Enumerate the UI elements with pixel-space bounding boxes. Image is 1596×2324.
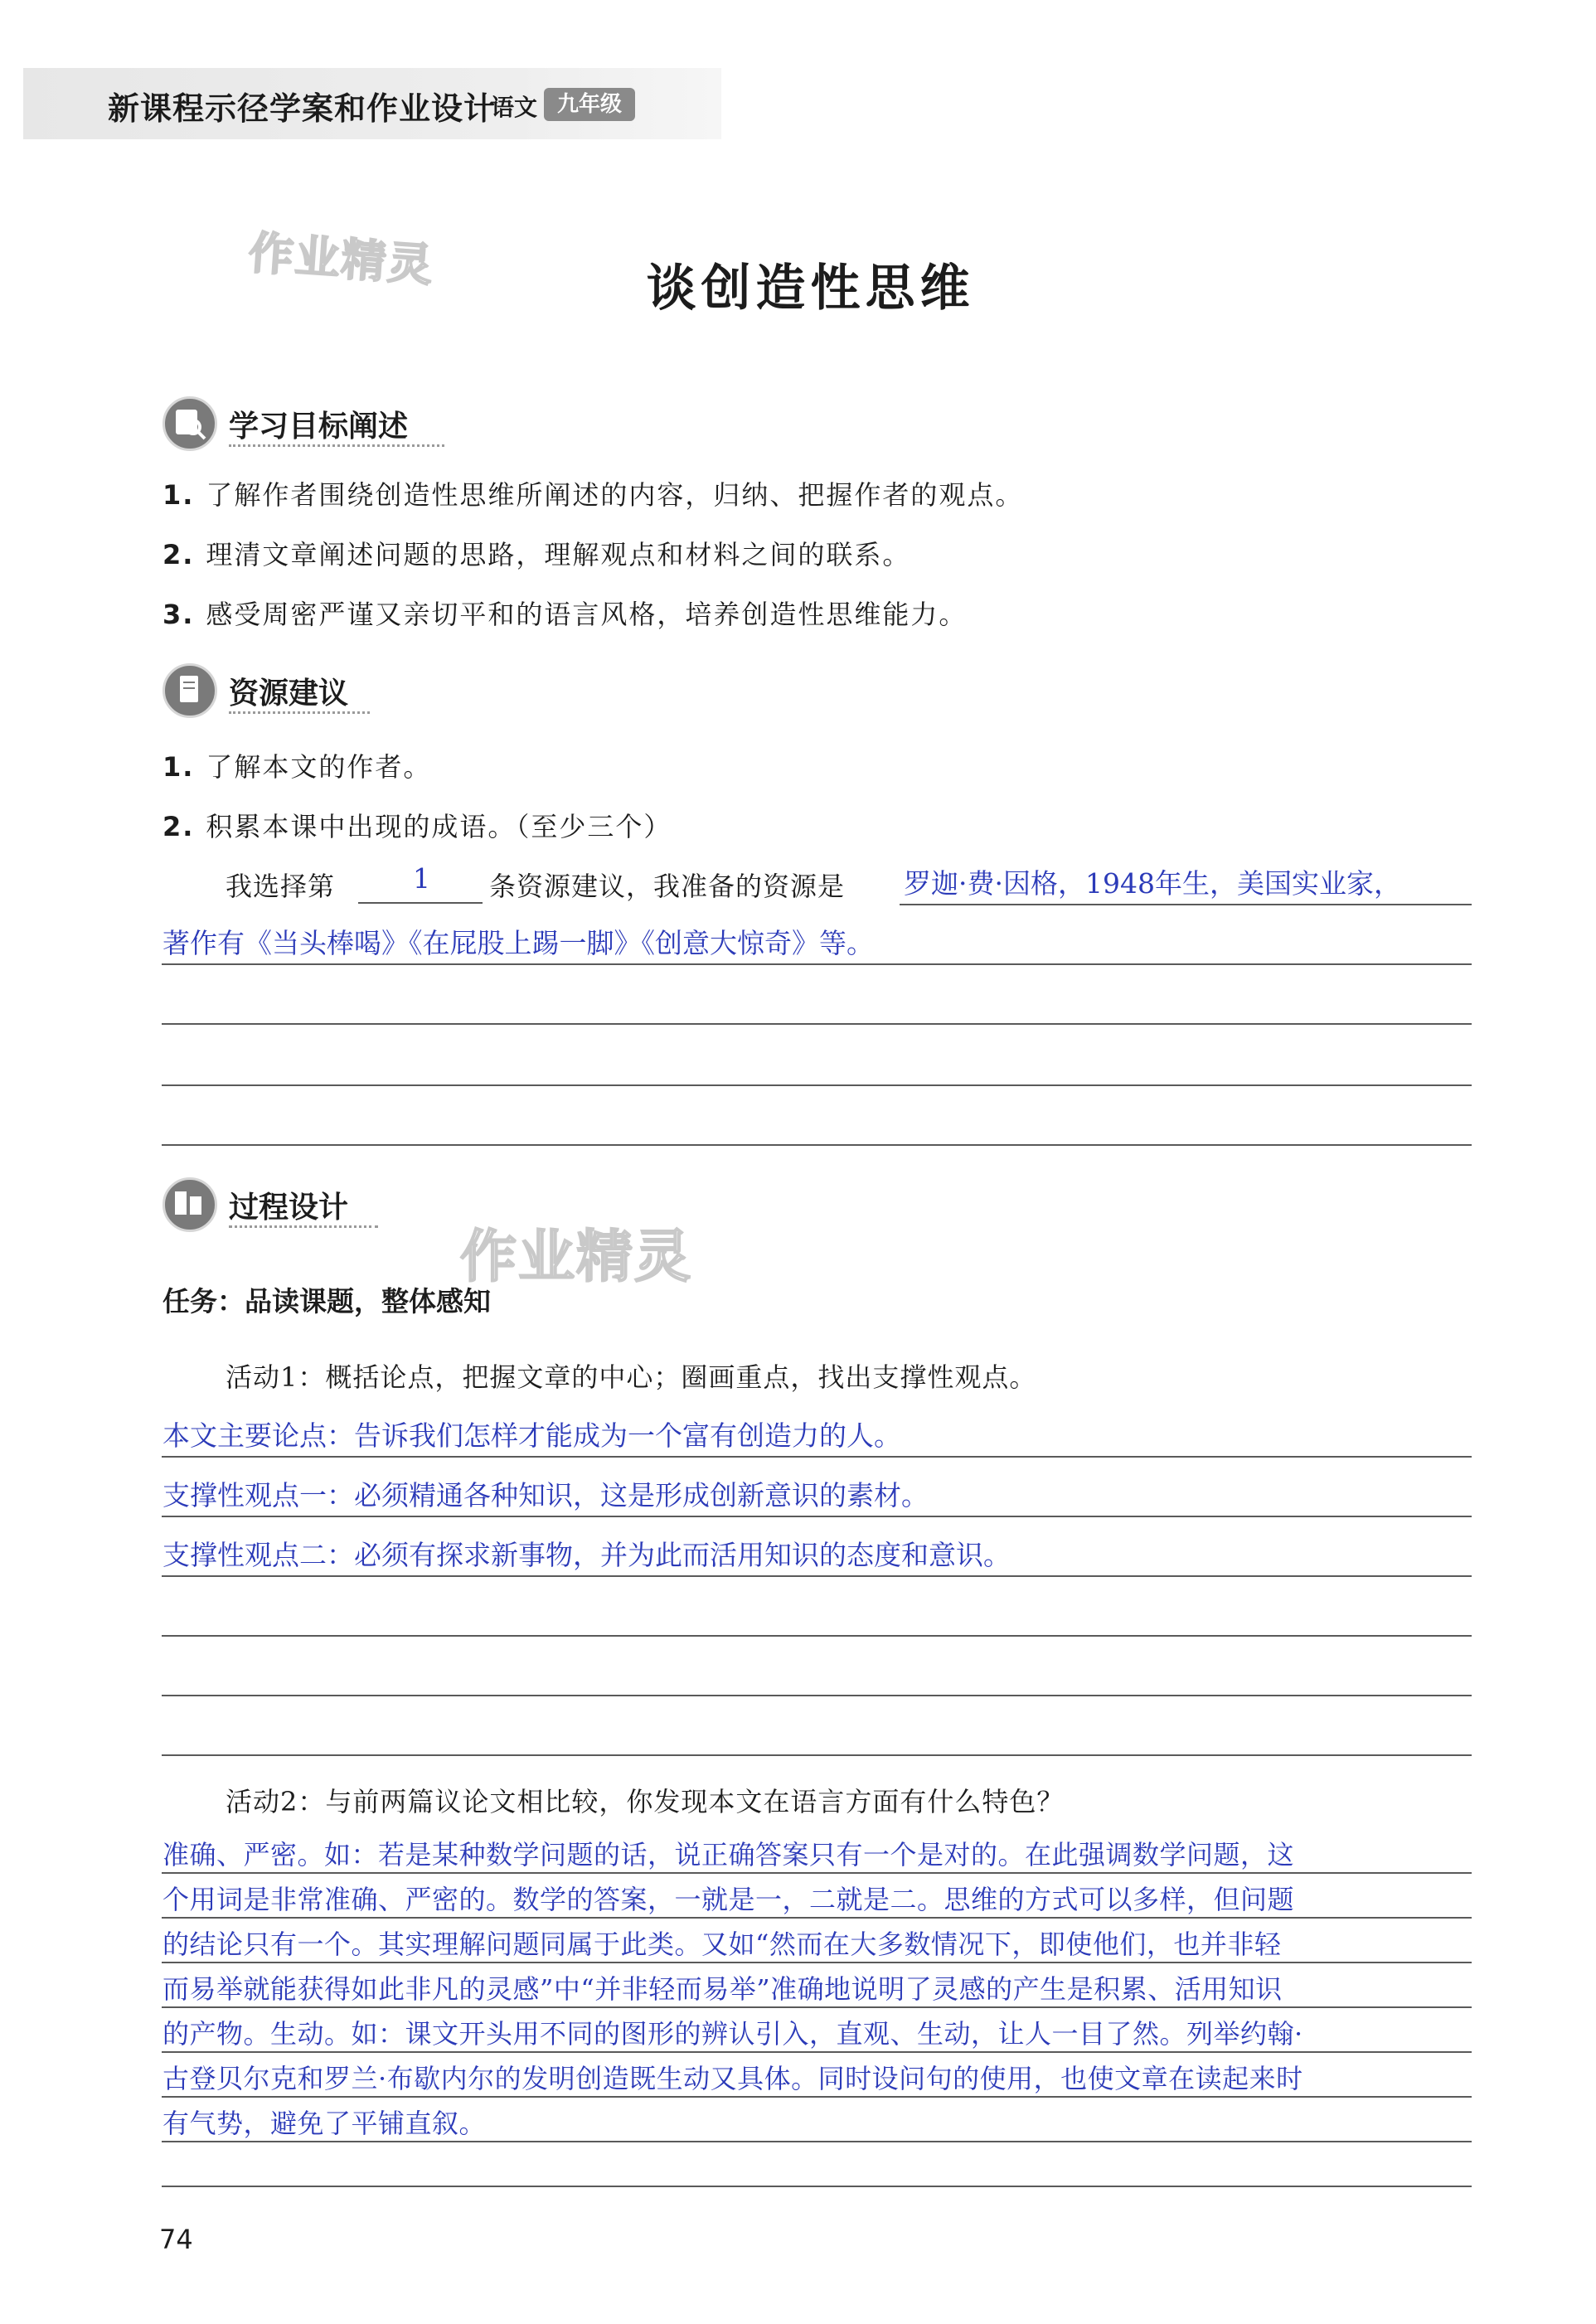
objective-item-3: 3. 感受周密严谨又亲切平和的语言风格，培养创造性思维能力。 [163, 599, 968, 630]
answer-rule [162, 1516, 1472, 1517]
choice-blank-line [358, 902, 483, 904]
activity-2-answer-line-5: 的产物。生动。如：课文开头用不同的图形的辨认引入，直观、生动，让人一目了然。列举约翰· [163, 2018, 1303, 2050]
activity-2-answer-line-3: 的结论只有一个。其实理解问题同属于此类。又如“然而在大多数情况下，即使他们，也并非轻 [163, 1929, 1282, 1960]
objective-item-2: 2. 理清文章阐述问题的思路，理解观点和材料之间的联系。 [163, 539, 911, 570]
section-heading-resources: 资源建议 [229, 677, 349, 711]
book-icon [163, 663, 217, 718]
objective-item-1: 1. 了解作者围绕创造性思维所阐述的内容，归纳、把握作者的观点。 [163, 479, 1024, 511]
choice-prefix: 我选择第 [226, 871, 336, 902]
activity-2-answer-line-4: 而易举就能获得如此非凡的灵感”中“并非轻而易举”准确地说明了灵感的产生是积累、活用知识 [163, 1973, 1283, 2005]
activity-2-answer-line-2: 个用词是非常准确、严密的。数学的答案，一就是一，二就是二。思维的方式可以多样，但问题 [163, 1884, 1295, 1915]
answer-rule [162, 2186, 1472, 2187]
answer-rule [162, 1575, 1472, 1577]
task-heading: 任务：品读课题，整体感知 [163, 1285, 491, 1317]
resource-answer-line-1: 罗迦·费·因格，1948年生，美国实业家， [904, 867, 1401, 900]
answer-rule [162, 1144, 1472, 1146]
answer-rule [162, 2096, 1472, 2098]
resource-answer-line-2: 著作有《当头棒喝》《在屁股上踢一脚》《创意大惊奇》等。 [163, 927, 874, 959]
answer-rule [162, 2051, 1472, 2053]
section-heading-process: 过程设计 [229, 1191, 349, 1225]
resource-item-1: 1. 了解本文的作者。 [163, 751, 432, 783]
answer-rule [162, 1023, 1472, 1025]
watermark-top: 作业精灵 [246, 226, 436, 292]
choice-value: 1 [413, 862, 430, 895]
answer-rule [162, 963, 1472, 965]
answer-rule [162, 1962, 1472, 1963]
activity-1-answer-2: 支撑性观点一：必须精通各种知识，这是形成创新意识的素材。 [163, 1479, 929, 1511]
activity-1-answer-1: 本文主要论点：告诉我们怎样才能成为一个富有创造力的人。 [163, 1419, 901, 1452]
answer-rule [900, 904, 1472, 905]
answer-rule [162, 1695, 1472, 1696]
resource-item-2: 2. 积累本课中出现的成语。（至少三个） [163, 811, 672, 842]
process-icon [163, 1177, 217, 1232]
magnifier-icon [163, 396, 217, 451]
grade-badge: 九年级 [544, 88, 635, 121]
activity-1-prompt: 活动1：概括论点，把握文章的中心；圈画重点，找出支撑性观点。 [226, 1361, 1037, 1393]
subject-label: 语文 [491, 94, 538, 121]
answer-rule [162, 1456, 1472, 1458]
activity-1-answer-3: 支撑性观点二：必须有探求新事物，并为此而活用知识的态度和意识。 [163, 1539, 1011, 1571]
choice-suffix: 条资源建议，我准备的资源是 [489, 871, 846, 902]
page-title: 谈创造性思维 [646, 260, 975, 318]
watermark-middle: 作业精灵 [460, 1225, 693, 1290]
activity-2-answer-line-7: 有气势，避免了平铺直叙。 [163, 2108, 487, 2139]
series-title: 新课程示径学案和作业设计 [108, 90, 497, 127]
section-underline [229, 444, 444, 449]
answer-rule [162, 1084, 1472, 1086]
answer-rule [162, 1635, 1472, 1637]
page-number: 74 [159, 2224, 193, 2255]
section-heading-objectives: 学习目标阐述 [229, 410, 409, 444]
answer-rule [162, 2141, 1472, 2142]
activity-2-answer-line-6: 古登贝尔克和罗兰·布歇内尔的发明创造既生动又具体。同时设问句的使用，也使文章在读起来时 [163, 2063, 1303, 2094]
answer-rule [162, 1872, 1472, 1874]
section-underline [229, 1225, 378, 1230]
answer-rule [162, 2006, 1472, 2008]
answer-rule [162, 1917, 1472, 1919]
activity-2-prompt: 活动2：与前两篇议论文相比较，你发现本文在语言方面有什么特色？ [226, 1786, 1065, 1817]
answer-rule [162, 1754, 1472, 1756]
activity-2-answer-line-1: 准确、严密。如：若是某种数学问题的话，说正确答案只有一个是对的。在此强调数学问题，这 [163, 1839, 1295, 1870]
section-underline [229, 711, 370, 716]
